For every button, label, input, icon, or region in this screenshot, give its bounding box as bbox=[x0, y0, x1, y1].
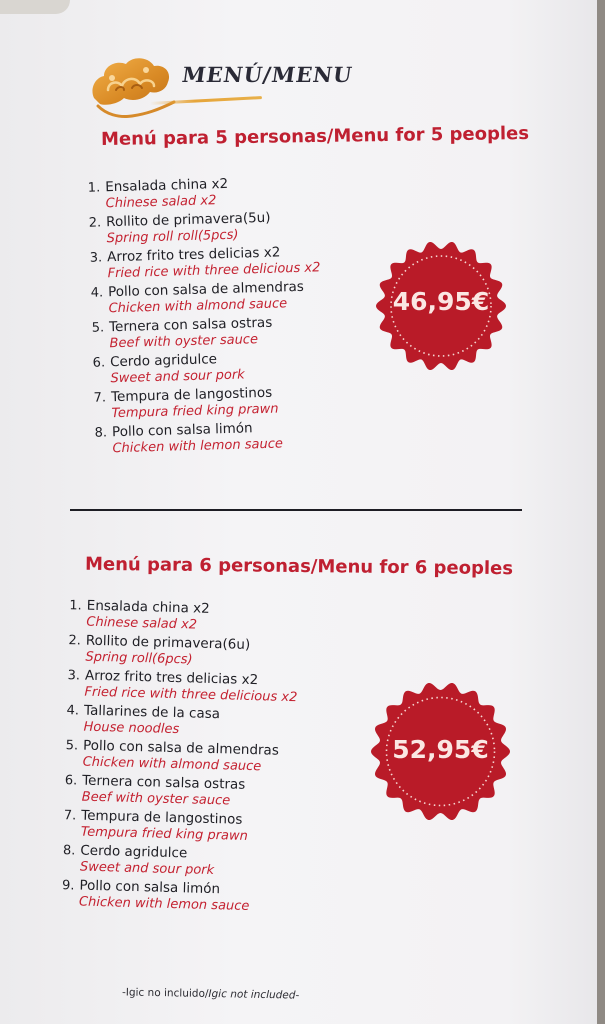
item-english: Beef with oyster sauce bbox=[109, 332, 259, 352]
item-spanish: Rollito de primavera(6u) bbox=[85, 632, 251, 653]
menu-5-item bbox=[81, 208, 320, 248]
item-spanish: Ternera con salsa ostras bbox=[108, 314, 273, 336]
item-english: Tempura fried king prawn bbox=[111, 401, 279, 422]
menu-5-item bbox=[84, 313, 323, 353]
menu-6-item bbox=[54, 877, 293, 916]
menu-5-price-badge bbox=[373, 240, 509, 372]
item-spanish: Cerdo agridulce bbox=[80, 842, 188, 862]
item-english: Chicken with lemon sauce bbox=[112, 436, 284, 457]
item-spanish: Pollo con salsa limón bbox=[79, 877, 221, 898]
menu-5-item bbox=[82, 243, 321, 283]
item-english: Sweet and sour pork bbox=[110, 367, 245, 387]
item-number: 2. bbox=[88, 215, 102, 231]
item-number: 8. bbox=[62, 843, 76, 859]
item-spanish: Rollito de primavera(5u) bbox=[105, 209, 271, 231]
menu-5-title: Menú para 5 personas/Menu for 5 peoples bbox=[100, 123, 530, 150]
item-number: 3. bbox=[67, 668, 81, 684]
item-english: Tempura fried king prawn bbox=[80, 824, 249, 844]
item-english: Chicken with almond sauce bbox=[82, 754, 262, 775]
item-spanish: Pollo con salsa limón bbox=[111, 420, 253, 441]
menu-5-item bbox=[80, 173, 319, 213]
item-number: 8. bbox=[94, 425, 108, 441]
menu-6-item bbox=[58, 702, 297, 741]
item-number: 5. bbox=[65, 738, 79, 754]
menu-brand-title: MENÚ/MENU bbox=[180, 62, 355, 87]
item-english: Spring roll roll(5pcs) bbox=[106, 227, 239, 247]
item-spanish: Tallarines de la casa bbox=[83, 702, 221, 723]
menu-5-list bbox=[80, 173, 326, 460]
item-spanish: Tempura de langostinos bbox=[110, 384, 273, 406]
page-corner bbox=[0, 0, 70, 14]
item-number: 5. bbox=[91, 320, 105, 336]
item-english: Fried rice with three delicious x2 bbox=[84, 684, 298, 706]
item-english: Spring roll(6pcs) bbox=[85, 649, 193, 668]
menu-6-list bbox=[54, 597, 300, 918]
item-spanish: Arroz frito tres delicias x2 bbox=[84, 667, 259, 689]
menu-6-item bbox=[56, 807, 295, 846]
menu-6-item bbox=[60, 632, 299, 671]
menu-6-item bbox=[55, 842, 294, 881]
item-spanish: Arroz frito tres delicias x2 bbox=[106, 244, 281, 266]
item-number: 7. bbox=[63, 808, 77, 824]
item-number: 7. bbox=[93, 390, 107, 406]
menu-5-price: 46,95€ bbox=[392, 287, 490, 316]
item-spanish: Ensalada china x2 bbox=[104, 175, 229, 196]
menu-5-item bbox=[83, 278, 322, 318]
menu-6-item bbox=[61, 597, 300, 636]
menu-6-price-badge bbox=[369, 681, 512, 822]
cloud-logo-icon bbox=[88, 54, 178, 124]
item-english: Fried rice with three delicious x2 bbox=[107, 260, 321, 282]
item-english: Chicken with almond sauce bbox=[108, 296, 288, 317]
item-spanish: Ternera con salsa ostras bbox=[81, 772, 246, 793]
menu-5-item bbox=[87, 418, 326, 458]
item-number: 2. bbox=[68, 633, 82, 649]
item-number: 4. bbox=[66, 703, 80, 719]
tax-footnote bbox=[122, 986, 299, 1001]
menu-6-item bbox=[57, 737, 296, 776]
item-spanish: Pollo con salsa de almendras bbox=[82, 737, 280, 759]
item-english: Chinese salad x2 bbox=[86, 614, 198, 633]
item-spanish: Tempura de langostinos bbox=[81, 807, 243, 828]
item-english: House noodles bbox=[83, 719, 180, 738]
item-spanish: Ensalada china x2 bbox=[86, 597, 210, 617]
menu-6-item bbox=[59, 667, 298, 706]
item-english: Beef with oyster sauce bbox=[81, 789, 231, 809]
item-english: Chinese salad x2 bbox=[105, 193, 217, 212]
item-english: Chicken with lemon sauce bbox=[78, 894, 250, 915]
item-number: 1. bbox=[69, 598, 82, 614]
menu-6-item bbox=[57, 772, 296, 811]
menu-5-item bbox=[86, 383, 325, 423]
footnote-spanish: -Igic no incluido/ bbox=[121, 986, 209, 1000]
section-divider bbox=[70, 509, 522, 511]
menu-6-price: 52,95€ bbox=[392, 735, 489, 764]
item-number: 1. bbox=[87, 180, 101, 196]
item-number: 6. bbox=[92, 355, 106, 371]
menu-6-title: Menú para 6 personas/Menu for 6 peoples bbox=[84, 553, 514, 580]
item-number: 6. bbox=[64, 773, 78, 789]
item-english: Sweet and sour pork bbox=[79, 859, 215, 879]
item-number: 9. bbox=[61, 878, 75, 894]
menu-5-item bbox=[85, 348, 324, 388]
item-spanish: Pollo con salsa de almendras bbox=[107, 278, 305, 301]
item-spanish: Cerdo agridulce bbox=[109, 351, 218, 371]
item-number: 4. bbox=[90, 285, 104, 301]
footnote-english: Igic not included- bbox=[208, 987, 300, 1002]
item-number: 3. bbox=[89, 250, 103, 266]
